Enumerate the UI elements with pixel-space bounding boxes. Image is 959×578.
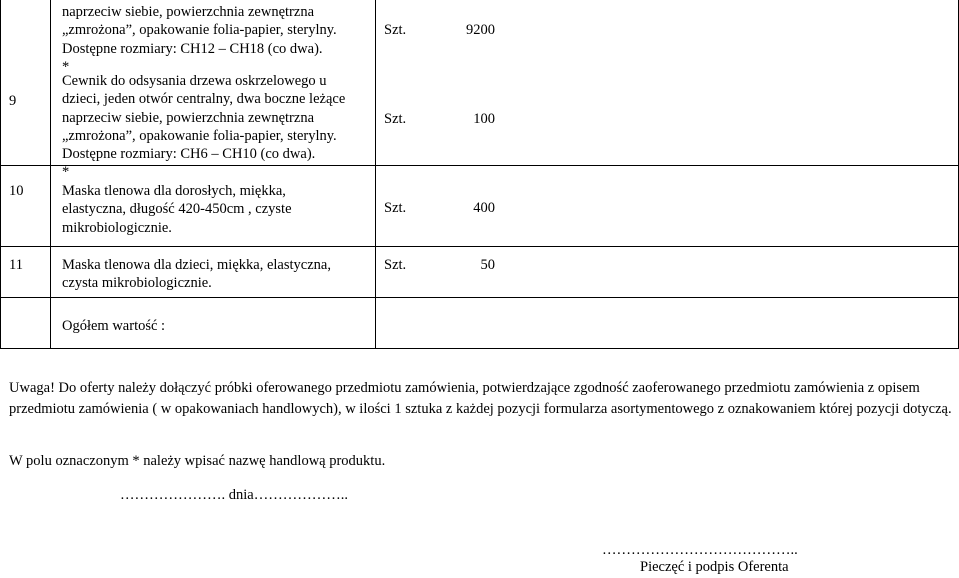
item-description (62, 72, 372, 182)
item-quantity: 50 (480, 257, 495, 273)
description-line: * (62, 164, 70, 181)
row-separator-11 (0, 246, 959, 247)
signature-dots: ………………………………….. (602, 542, 798, 558)
place-date-line: …………………. dnia……………….. (120, 487, 348, 503)
table-border-bottom (0, 348, 959, 349)
item-description (62, 182, 372, 237)
description-line: mikrobiologicznie. (62, 219, 172, 236)
item-quantity: 100 (473, 111, 495, 127)
description-line: Maska tlenowa dla dorosłych, miękka, (62, 183, 286, 199)
item-unit: Szt. (384, 200, 407, 216)
sample-requirement-note (9, 378, 954, 419)
total-value-label: Ogółem wartość : (62, 318, 166, 334)
item-unit: Szt. (384, 111, 407, 127)
item-number: 10 (9, 183, 24, 199)
description-line: Cewnik do odsysania drzewa oskrzelowego u (62, 73, 327, 89)
warning-text: Do oferty należy dołączyć próbki oferowanego przedmiotu zamówienia, potwierdzające zgodność zaoferowanego przedmiotu zamówienia z opisem przedmiotu zamówienia ( w opakowaniach handlowych), w ilości 1 sztuka z każdej pozycji formularza asortymentowego z oznakowaniem której pozycji dotyczą. (9, 380, 952, 417)
description-line: naprzeciw siebie, powierzchnia zewnętrzna (62, 109, 315, 126)
item-description (62, 3, 372, 76)
description-line: Dostępne rozmiary: CH6 – CH10 (co dwa). (62, 146, 316, 163)
description-line: Maska tlenowa dla dzieci, miękka, elastyczna, (62, 257, 331, 273)
description-line: dzieci, jeden otwór centralny, dwa boczne leżące (62, 91, 346, 108)
description-line: elastyczna, długość 420-450cm , czyste (62, 201, 292, 218)
description-line: „zmrożona”, opakowanie folia-papier, sterylny. (62, 22, 337, 39)
item-unit: Szt. (384, 257, 407, 273)
item-description (62, 256, 372, 293)
description-line: „zmrożona”, opakowanie folia-papier, sterylny. (62, 127, 337, 144)
item-quantity: 400 (473, 200, 495, 216)
description-line: czysta mikrobiologicznie. (62, 275, 212, 292)
item-number: 9 (9, 93, 17, 109)
description-line: Dostępne rozmiary: CH12 – CH18 (co dwa). (62, 40, 323, 57)
item-number: 11 (9, 257, 23, 273)
signature-label: Pieczęć i podpis Oferenta (640, 559, 789, 575)
warning-lead: Uwaga! (9, 380, 55, 396)
description-line: * (62, 58, 70, 75)
description-line: naprzeciw siebie, powierzchnia zewnętrzna (62, 4, 315, 20)
item-quantity: 9200 (466, 22, 495, 38)
row-separator-total (0, 297, 959, 298)
asterisk-note: W polu oznaczonym * należy wpisać nazwę handlową produktu. (9, 453, 386, 469)
item-unit: Szt. (384, 22, 407, 38)
